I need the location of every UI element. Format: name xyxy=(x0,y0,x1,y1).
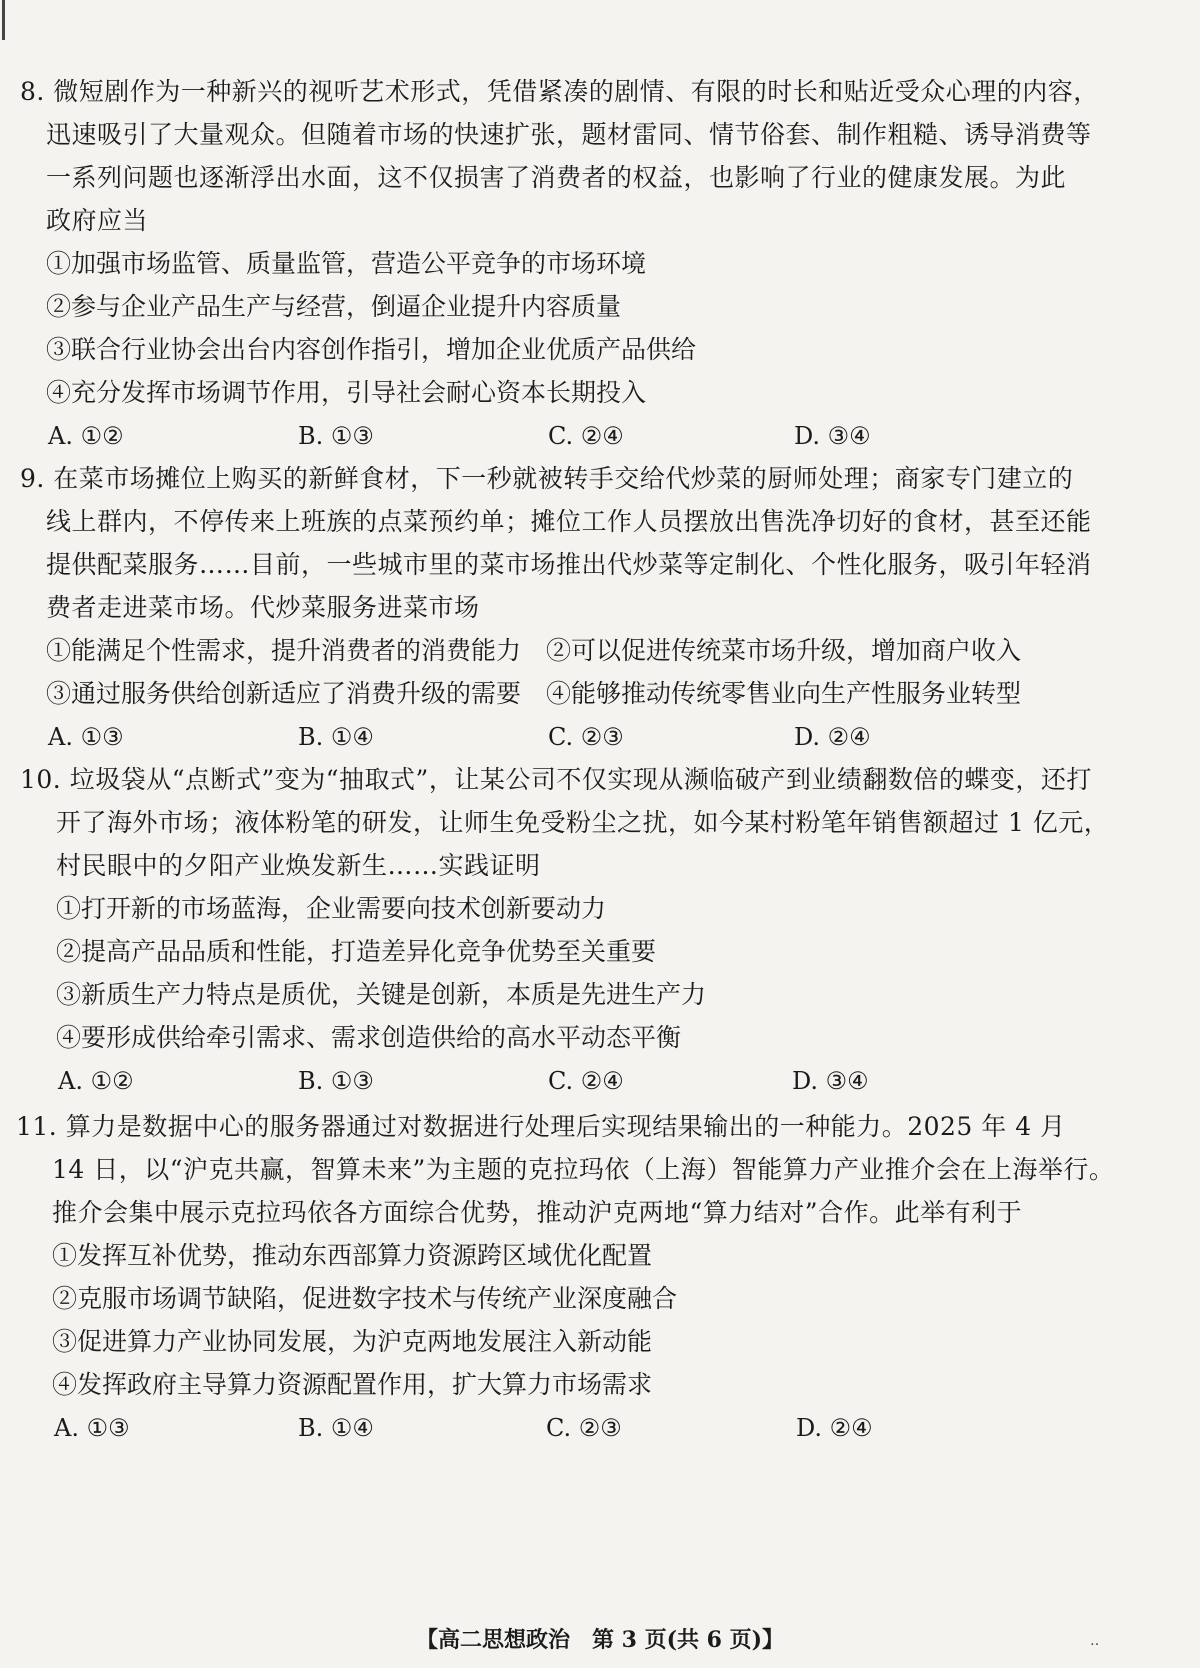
choice-b: B. ①④ xyxy=(298,1414,374,1442)
choice-c: C. ②④ xyxy=(548,422,624,450)
statement-option: ②参与企业产品生产与经营，倒逼企业提升内容质量 xyxy=(46,292,622,321)
choice-d: D. ③④ xyxy=(794,422,871,450)
question-stem-line: 政府应当 xyxy=(46,206,149,235)
choice-a: A. ①② xyxy=(58,1067,134,1095)
question-stem-line: 费者走进菜市场。代炒菜服务进菜市场 xyxy=(46,593,480,622)
choice-d: D. ②④ xyxy=(794,723,871,751)
question-stem-line: 9. 在菜市场摊位上购买的新鲜食材，下一秒就被转手交给代炒菜的厨师处理；商家专门建立的 xyxy=(20,464,1074,493)
choice-a: A. ①③ xyxy=(48,723,124,751)
choice-b: B. ①③ xyxy=(298,1067,374,1095)
question-stem-line: 提供配菜服务……目前，一些城市里的菜市场推出代炒菜等定制化、个性化服务，吸引年轻消 xyxy=(46,550,1092,579)
question-stem-line: 10. 垃圾袋从“点断式”变为“抽取式”，让某公司不仅实现从濒临破产到业绩翻数倍的蝶变，还打 xyxy=(20,765,1092,794)
scan-edge-mark xyxy=(2,0,5,40)
question-stem-line: 11. 算力是数据中心的服务器通过对数据进行处理后实现结果输出的一种能力。2025 年 4 月 xyxy=(16,1112,1066,1141)
question-stem-line: 一系列问题也逐渐浮出水面，这不仅损害了消费者的权益，也影响了行业的健康发展。为此 xyxy=(46,163,1067,192)
statement-option: ③通过服务供给创新适应了消费升级的需要 xyxy=(46,679,522,708)
choice-a: A. ①③ xyxy=(54,1414,130,1442)
statement-option: ②克服市场调节缺陷，促进数字技术与传统产业深度融合 xyxy=(52,1284,678,1313)
statement-option: ②可以促进传统菜市场升级，增加商户收入 xyxy=(546,636,1022,665)
statement-option: ①打开新的市场蓝海，企业需要向技术创新要动力 xyxy=(56,894,607,923)
statement-option: ①能满足个性需求，提升消费者的消费能力 xyxy=(46,636,522,665)
statement-option: ④发挥政府主导算力资源配置作用，扩大算力市场需求 xyxy=(52,1370,653,1399)
question-stem-line: 14 日，以“沪克共赢，智算未来”为主题的克拉玛依（上海）智能算力产业推介会在上海举行。 xyxy=(52,1155,1115,1184)
choice-c: C. ②④ xyxy=(548,1067,624,1095)
statement-option: ③促进算力产业协同发展，为沪克两地发展注入新动能 xyxy=(52,1327,653,1356)
statement-option: ①发挥互补优势，推动东西部算力资源跨区域优化配置 xyxy=(52,1241,653,1270)
statement-option: ④能够推动传统零售业向生产性服务业转型 xyxy=(546,679,1022,708)
statement-option: ③新质生产力特点是质优，关键是创新，本质是先进生产力 xyxy=(56,980,707,1009)
question-stem-line: 推介会集中展示克拉玛依各方面综合优势，推动沪克两地“算力结对”合作。此举有利于 xyxy=(52,1198,1023,1227)
choice-b: B. ①③ xyxy=(298,422,374,450)
question-stem-line: 线上群内，不停传来上班族的点菜预约单；摊位工作人员摆放出售洗净切好的食材，甚至还能 xyxy=(46,507,1092,536)
statement-option: ③联合行业协会出台内容创作指引，增加企业优质产品供给 xyxy=(46,335,697,364)
choice-a: A. ①② xyxy=(48,422,124,450)
scan-dot-mark: ‥ xyxy=(1090,1633,1100,1649)
choice-d: D. ③④ xyxy=(792,1067,869,1095)
choice-b: B. ①④ xyxy=(298,723,374,751)
question-stem-line: 迅速吸引了大量观众。但随着市场的快速扩张，题材雷同、情节俗套、制作粗糙、诱导消费等 xyxy=(46,120,1092,149)
choice-d: D. ②④ xyxy=(796,1414,873,1442)
page-footer: 【高二思想政治 第 3 页(共 6 页)】 xyxy=(415,1627,785,1653)
question-stem-line: 开了海外市场；液体粉笔的研发，让师生免受粉尘之扰，如今某村粉笔年销售额超过 1 亿元， xyxy=(56,808,1110,837)
statement-option: ①加强市场监管、质量监管，营造公平竞争的市场环境 xyxy=(46,249,647,278)
statement-option: ④要形成供给牵引需求、需求创造供给的高水平动态平衡 xyxy=(56,1023,682,1052)
choice-c: C. ②③ xyxy=(548,723,624,751)
choice-c: C. ②③ xyxy=(546,1414,622,1442)
statement-option: ②提高产品品质和性能，打造差异化竞争优势至关重要 xyxy=(56,937,657,966)
question-stem-line: 8. 微短剧作为一种新兴的视听艺术形式，凭借紧凑的剧情、有限的时长和贴近受众心理的内容， xyxy=(20,77,1099,106)
statement-option: ④充分发挥市场调节作用，引导社会耐心资本长期投入 xyxy=(46,378,647,407)
question-stem-line: 村民眼中的夕阳产业焕发新生……实践证明 xyxy=(56,851,541,880)
